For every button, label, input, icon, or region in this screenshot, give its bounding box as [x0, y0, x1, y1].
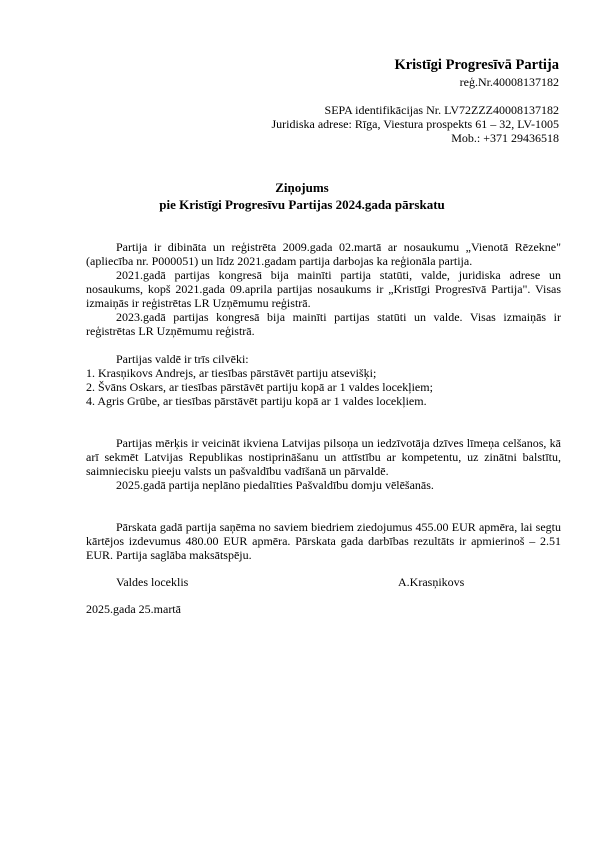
legal-address: Juridiska adrese: Rīga, Viestura prospekts 61 – 32, LV-1005 [271, 117, 559, 131]
list-item: 4. Agris Grūbe, ar tiesības pārstāvēt partiju kopā ar 1 valdes locekļiem. [86, 394, 427, 408]
report-title: Ziņojums [275, 180, 329, 195]
elections-section [86, 478, 561, 492]
party-name: Kristīgi Progresīvā Partija [394, 57, 559, 73]
paragraph-goal: Partijas mērķis ir veicināt ikviena Latvijas pilsoņa un iedzīvotāja dzīves līmeņa celšanos, kā arī sekmēt Latvijas Republikas nostiprināšanu un attīstību ar kompetentu, uz zinātni balstītu, saimniecisku pieeju valsts un pašvaldību vadīšanā un pārvaldē. [86, 436, 561, 478]
paragraph-2021-changes: 2021.gadā partijas kongresā bija mainīti partija statūti, valde, juridiska adrese un nosaukums, kopš 2021.gada 09.aprila partijas nosaukums ir „Kristīgi Progresīvā Partija". Visas izmaiņās ir reģistrētas LR Uzņēmumu reģistrā. [86, 268, 561, 310]
finance-section [86, 520, 561, 562]
signature-date: 2025.gada 25.martā [86, 602, 181, 616]
paragraph-finance: Pārskata gadā partija saņēma no saviem biedriem ziedojumus 455.00 EUR apmēra, lai segtu kārtējos izdevumus 480.00 EUR apmēra. Pārskata gada darbības rezultāts ir apmierinoš – 2.51 EUR. Partija saglāba maksātspēju. [86, 520, 561, 562]
paragraph-founding: Partija ir dibināta un reģistrēta 2009.gada 02.martā ar nosaukumu „Vienotā Rēzekne" (apliecība nr. P000051) un līdz 2021.gadam partija darbojas ka reģionāla partija. [86, 240, 561, 268]
board-intro: Partijas valdē ir trīs cilvēki: [116, 352, 249, 366]
signature-role: Valdes loceklis [116, 575, 189, 589]
paragraph-elections: 2025.gadā partija neplāno piedalīties Pašvaldību domju vēlēšanās. [116, 478, 434, 492]
board-section [86, 352, 561, 408]
registration-number: reģ.Nr.40008137182 [459, 75, 559, 89]
mobile-number: Mob.: +371 29436518 [451, 131, 559, 145]
board-list [86, 366, 561, 408]
sepa-id: SEPA identifikācijas Nr. LV72ZZZ40008137182 [324, 103, 559, 117]
history-section [86, 240, 561, 338]
list-item: 2. Švāns Oskars, ar tiesības pārstāvēt partiju kopā ar 1 valdes locekļiem; [86, 380, 433, 394]
list-item: 1. Krasņikovs Andrejs, ar tiesības pārstāvēt partiju atsevišķi; [86, 366, 377, 380]
goal-section [86, 436, 561, 478]
signature-name: A.Krasņikovs [398, 575, 465, 589]
paragraph-2023-changes: 2023.gadā partijas kongresā bija mainīti partijas statūti un valde. Visas izmaiņās ir reģistrētas LR Uzņēmumu reģistrā. [86, 310, 561, 338]
report-subtitle: pie Kristīgi Progresīvu Partijas 2024.gada pārskatu [159, 197, 445, 212]
